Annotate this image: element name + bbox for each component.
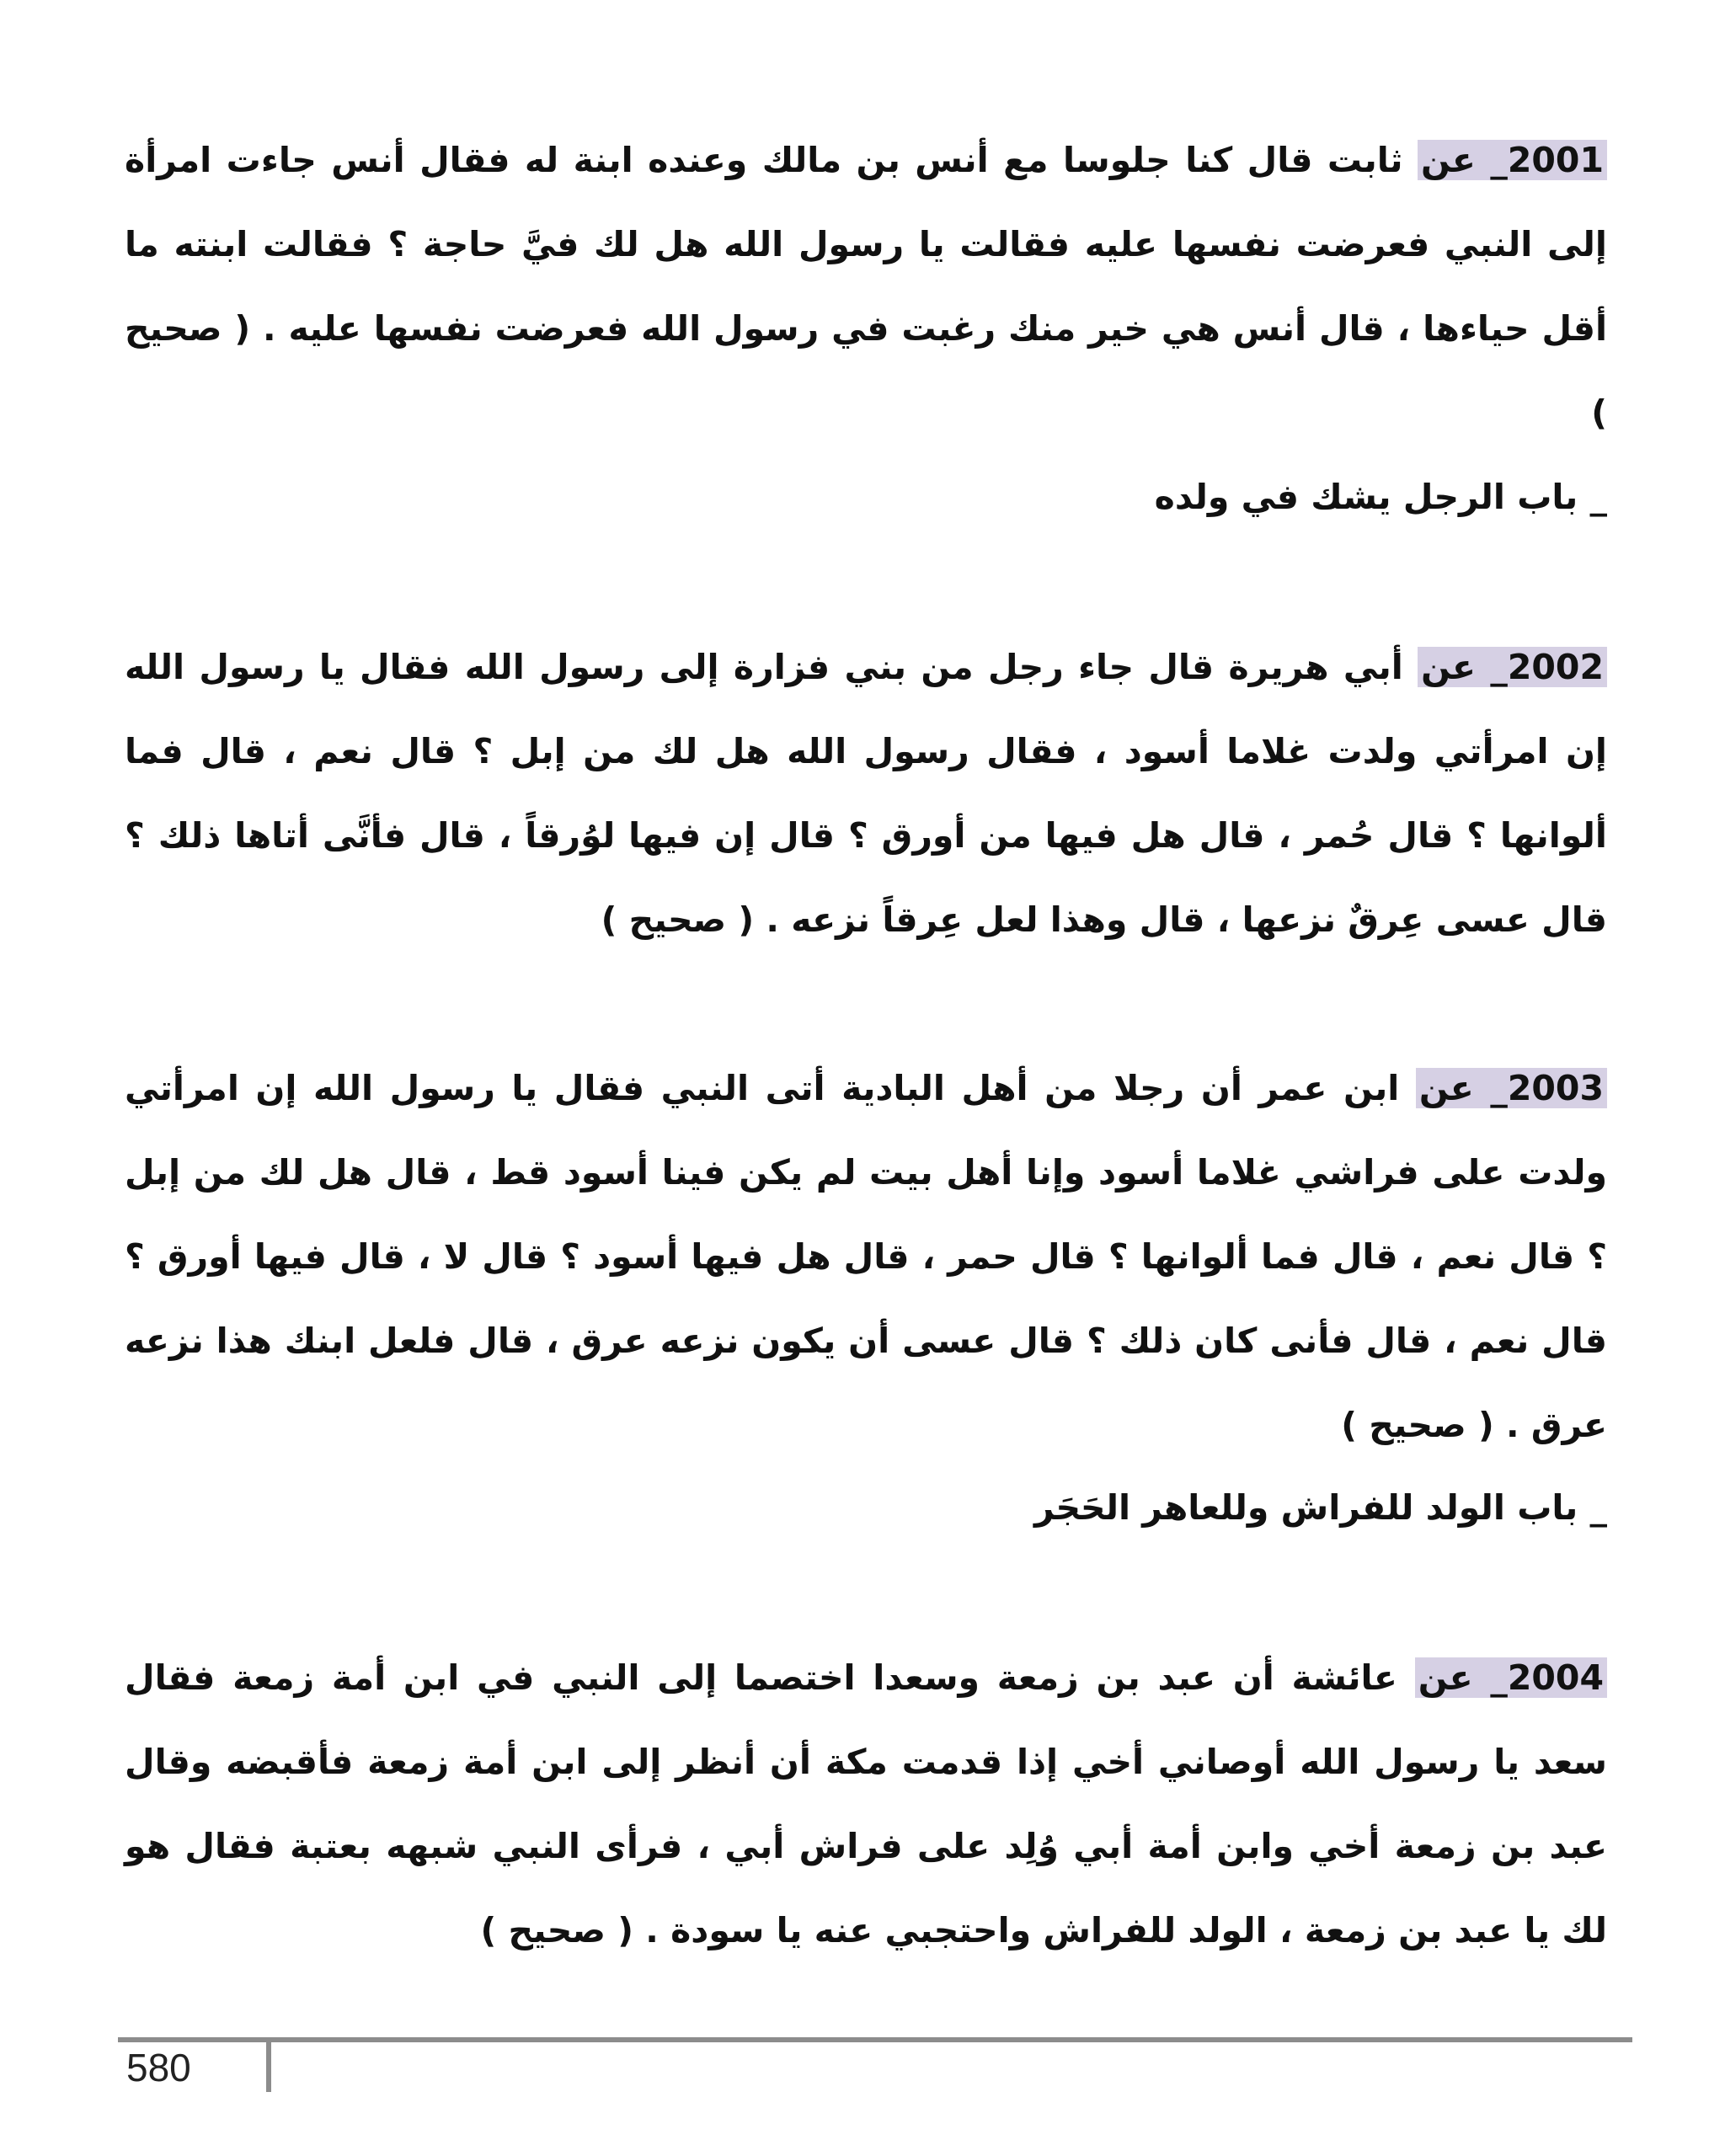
hadith-2002 — [125, 625, 1607, 962]
hadith-lead: عن — [1421, 647, 1477, 687]
hadith-number: 2003_ — [1490, 1068, 1604, 1108]
hadith-2001 — [125, 118, 1607, 455]
chapter-heading: _ باب الرجل يشك في ولده — [1154, 477, 1607, 517]
hadith-number-highlight — [1415, 1657, 1607, 1698]
hadith-text: عائشة أن عبد بن زمعة وسعدا اختصما إلى النبي في ابن أمة زمعة فقال سعد يا رسول الله أوصاني أخي إذا قدمت مكة أن أنظر إلى ابن أمة زمعة فأقبضه وقال عبد بن زمعة أخي وابن أمة أبي وُلِد على فراش أبي ، فرأى النبي شبهه بعتبة فقال هو لك يا عبد بن زمعة ، الولد للفراش واحتجبي عنه يا سودة . ( صحيح ) — [125, 1657, 1607, 1951]
hadith-number-highlight — [1418, 647, 1607, 687]
footer-rule — [118, 2037, 1632, 2042]
hadith-number: 2002_ — [1490, 647, 1604, 687]
footer-divider-tick — [266, 2040, 271, 2092]
hadith-text: أبي هريرة قال جاء رجل من بني فزارة إلى رسول الله فقال يا رسول الله إن امرأتي ولدت غلاما أسود ، فقال رسول الله هل لك من إبل ؟ قال نعم ، قال فما ألوانها ؟ قال حُمر ، قال هل فيها من أورق ؟ قال إن فيها لوُرقاً ، قال فأنَّى أتاها ذلك ؟ قال عسى عِرقٌ نزعها ، قال وهذا لعل عِرقاً نزعه . ( صحيح ) — [125, 647, 1607, 940]
hadith-lead: عن — [1418, 1068, 1474, 1108]
hadith-lead: عن — [1418, 1657, 1473, 1698]
hadith-text: ثابت قال كنا جلوسا مع أنس بن مالك وعنده ابنة له فقال أنس جاءت امرأة إلى النبي فعرضت نفسها عليه فقالت يا رسول الله هل لك فيَّ حاجة ؟ فقالت ابنته ما أقل حياءها ، قال أنس هي خير منك رغبت في رسول الله فعرضت نفسها عليه . ( صحيح ) — [125, 140, 1607, 433]
hadith-lead: عن — [1420, 140, 1476, 180]
hadith-text: ابن عمر أن رجلا من أهل البادية أتى النبي فقال يا رسول الله إن امرأتي ولدت على فراشي غلاما أسود وإنا أهل بيت لم يكن فينا أسود قط ، قال هل لك من إبل ؟ قال نعم ، قال فما ألوانها ؟ قال حمر ، قال هل فيها أسود ؟ قال لا ، قال فيها أورق ؟ قال نعم ، قال فأنى كان ذلك ؟ قال عسى أن يكون نزعه عرق ، قال فلعل ابنك هذا نزعه عرق . ( صحيح ) — [125, 1068, 1607, 1445]
hadith-2003 — [125, 1046, 1607, 1467]
hadith-number: 2004_ — [1490, 1657, 1604, 1698]
hadith-number-highlight — [1418, 140, 1607, 180]
chapter-heading: _ باب الولد للفراش وللعاهر الحَجَر — [1033, 1487, 1607, 1528]
page-number: 580 — [126, 2046, 191, 2089]
hadith-2004 — [125, 1636, 1607, 1972]
hadith-number: 2001_ — [1490, 140, 1604, 180]
hadith-number-highlight — [1416, 1068, 1607, 1108]
